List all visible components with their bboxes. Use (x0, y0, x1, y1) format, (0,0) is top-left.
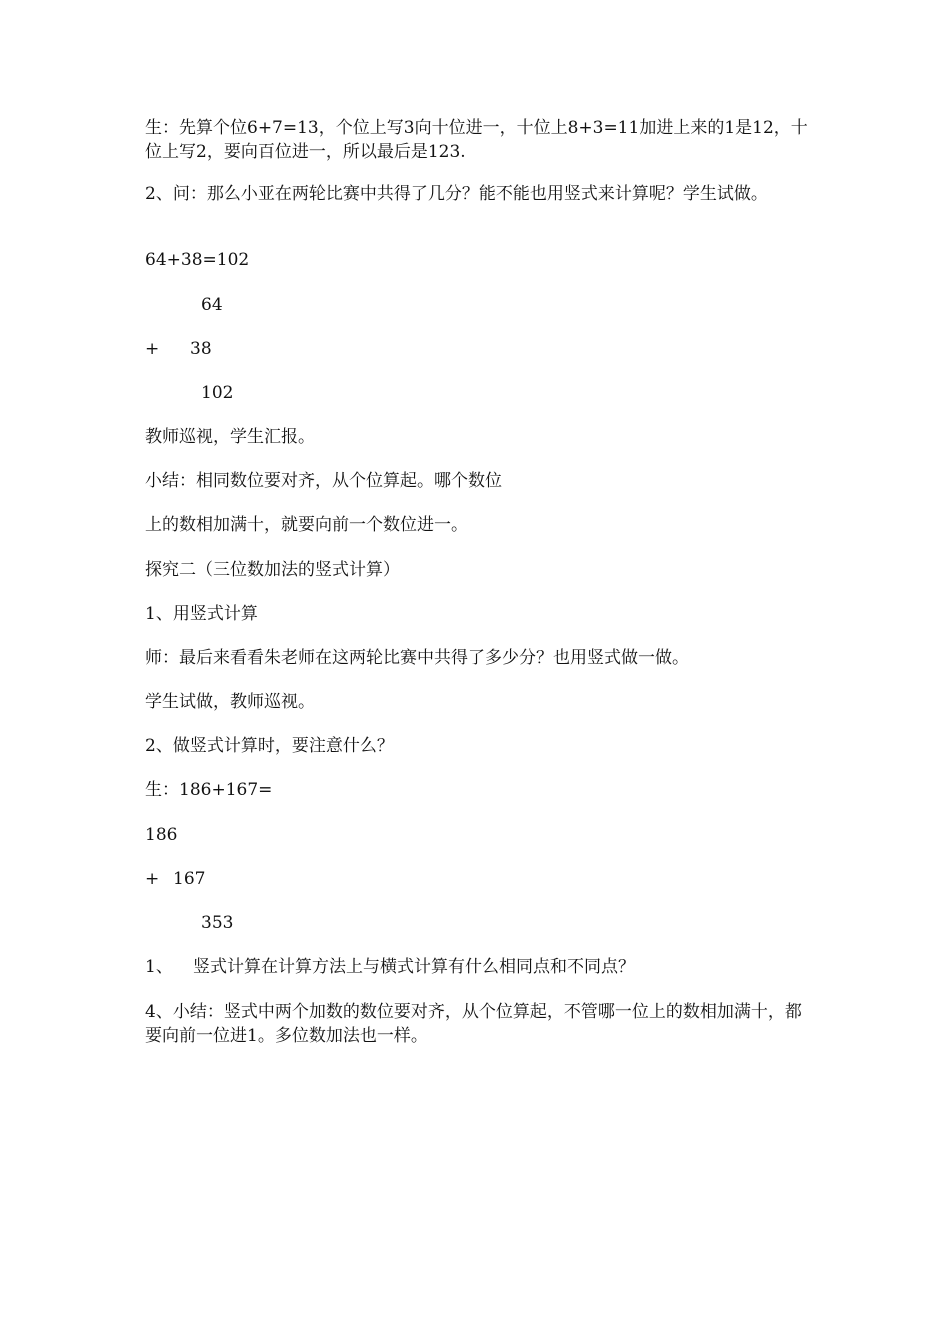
vertical-calc-2-addend: 167 (173, 869, 206, 889)
paragraph-item-1: 1、用竖式计算 (145, 604, 258, 624)
vertical-calc-1-top: 64 (201, 295, 223, 315)
vertical-calc-1-addend: 38 (190, 339, 212, 359)
paragraph-student-equation: 生：186+167= (145, 780, 273, 800)
vertical-calc-2-plus: + (145, 869, 160, 889)
paragraph-teacher-question: 师：最后来看看朱老师在这两轮比赛中共得了多少分？也用竖式做一做。 (145, 648, 689, 668)
paragraph-item-2: 2、做竖式计算时，要注意什么？ (145, 736, 394, 756)
vertical-calc-1-plus: + (145, 339, 160, 359)
paragraph-teacher-patrol: 教师巡视，学生汇报。 (145, 427, 315, 447)
paragraph-question-2: 2、问：那么小亚在两轮比赛中共得了几分？能不能也用竖式来计算呢？学生试做。 (145, 184, 768, 204)
paragraph-student-explanation: 生：先算个位6+7=13，个位上写3向十位进一，十位上8+3=11加进上来的1是12，十位上写2，要向百位进一，所以最后是123. (145, 118, 808, 162)
equation-64-38: 64+38=102 (145, 250, 250, 270)
paragraph-student-try: 学生试做，教师巡视。 (145, 692, 315, 712)
paragraph-compare-methods: 竖式计算在计算方法上与横式计算有什么相同点和不同点？ (193, 957, 635, 977)
vertical-calc-1-result: 102 (201, 383, 234, 403)
paragraph-summary-2: 上的数相加满十，就要向前一个数位进一。 (145, 515, 468, 535)
vertical-calc-2-top: 186 (145, 825, 178, 845)
section-heading-explore-2: 探究二（三位数加法的竖式计算） (145, 560, 400, 580)
paragraph-summary-4: 4、小结：竖式中两个加数的数位要对齐，从个位算起，不管哪一位上的数相加满十，都要向前一位进1。多位数加法也一样。 (145, 1002, 802, 1046)
list-number-1: 1、 (145, 957, 173, 977)
vertical-calc-2-result: 353 (201, 913, 234, 933)
paragraph-summary-1: 小结：相同数位要对齐，从个位算起。哪个数位 (145, 471, 502, 491)
